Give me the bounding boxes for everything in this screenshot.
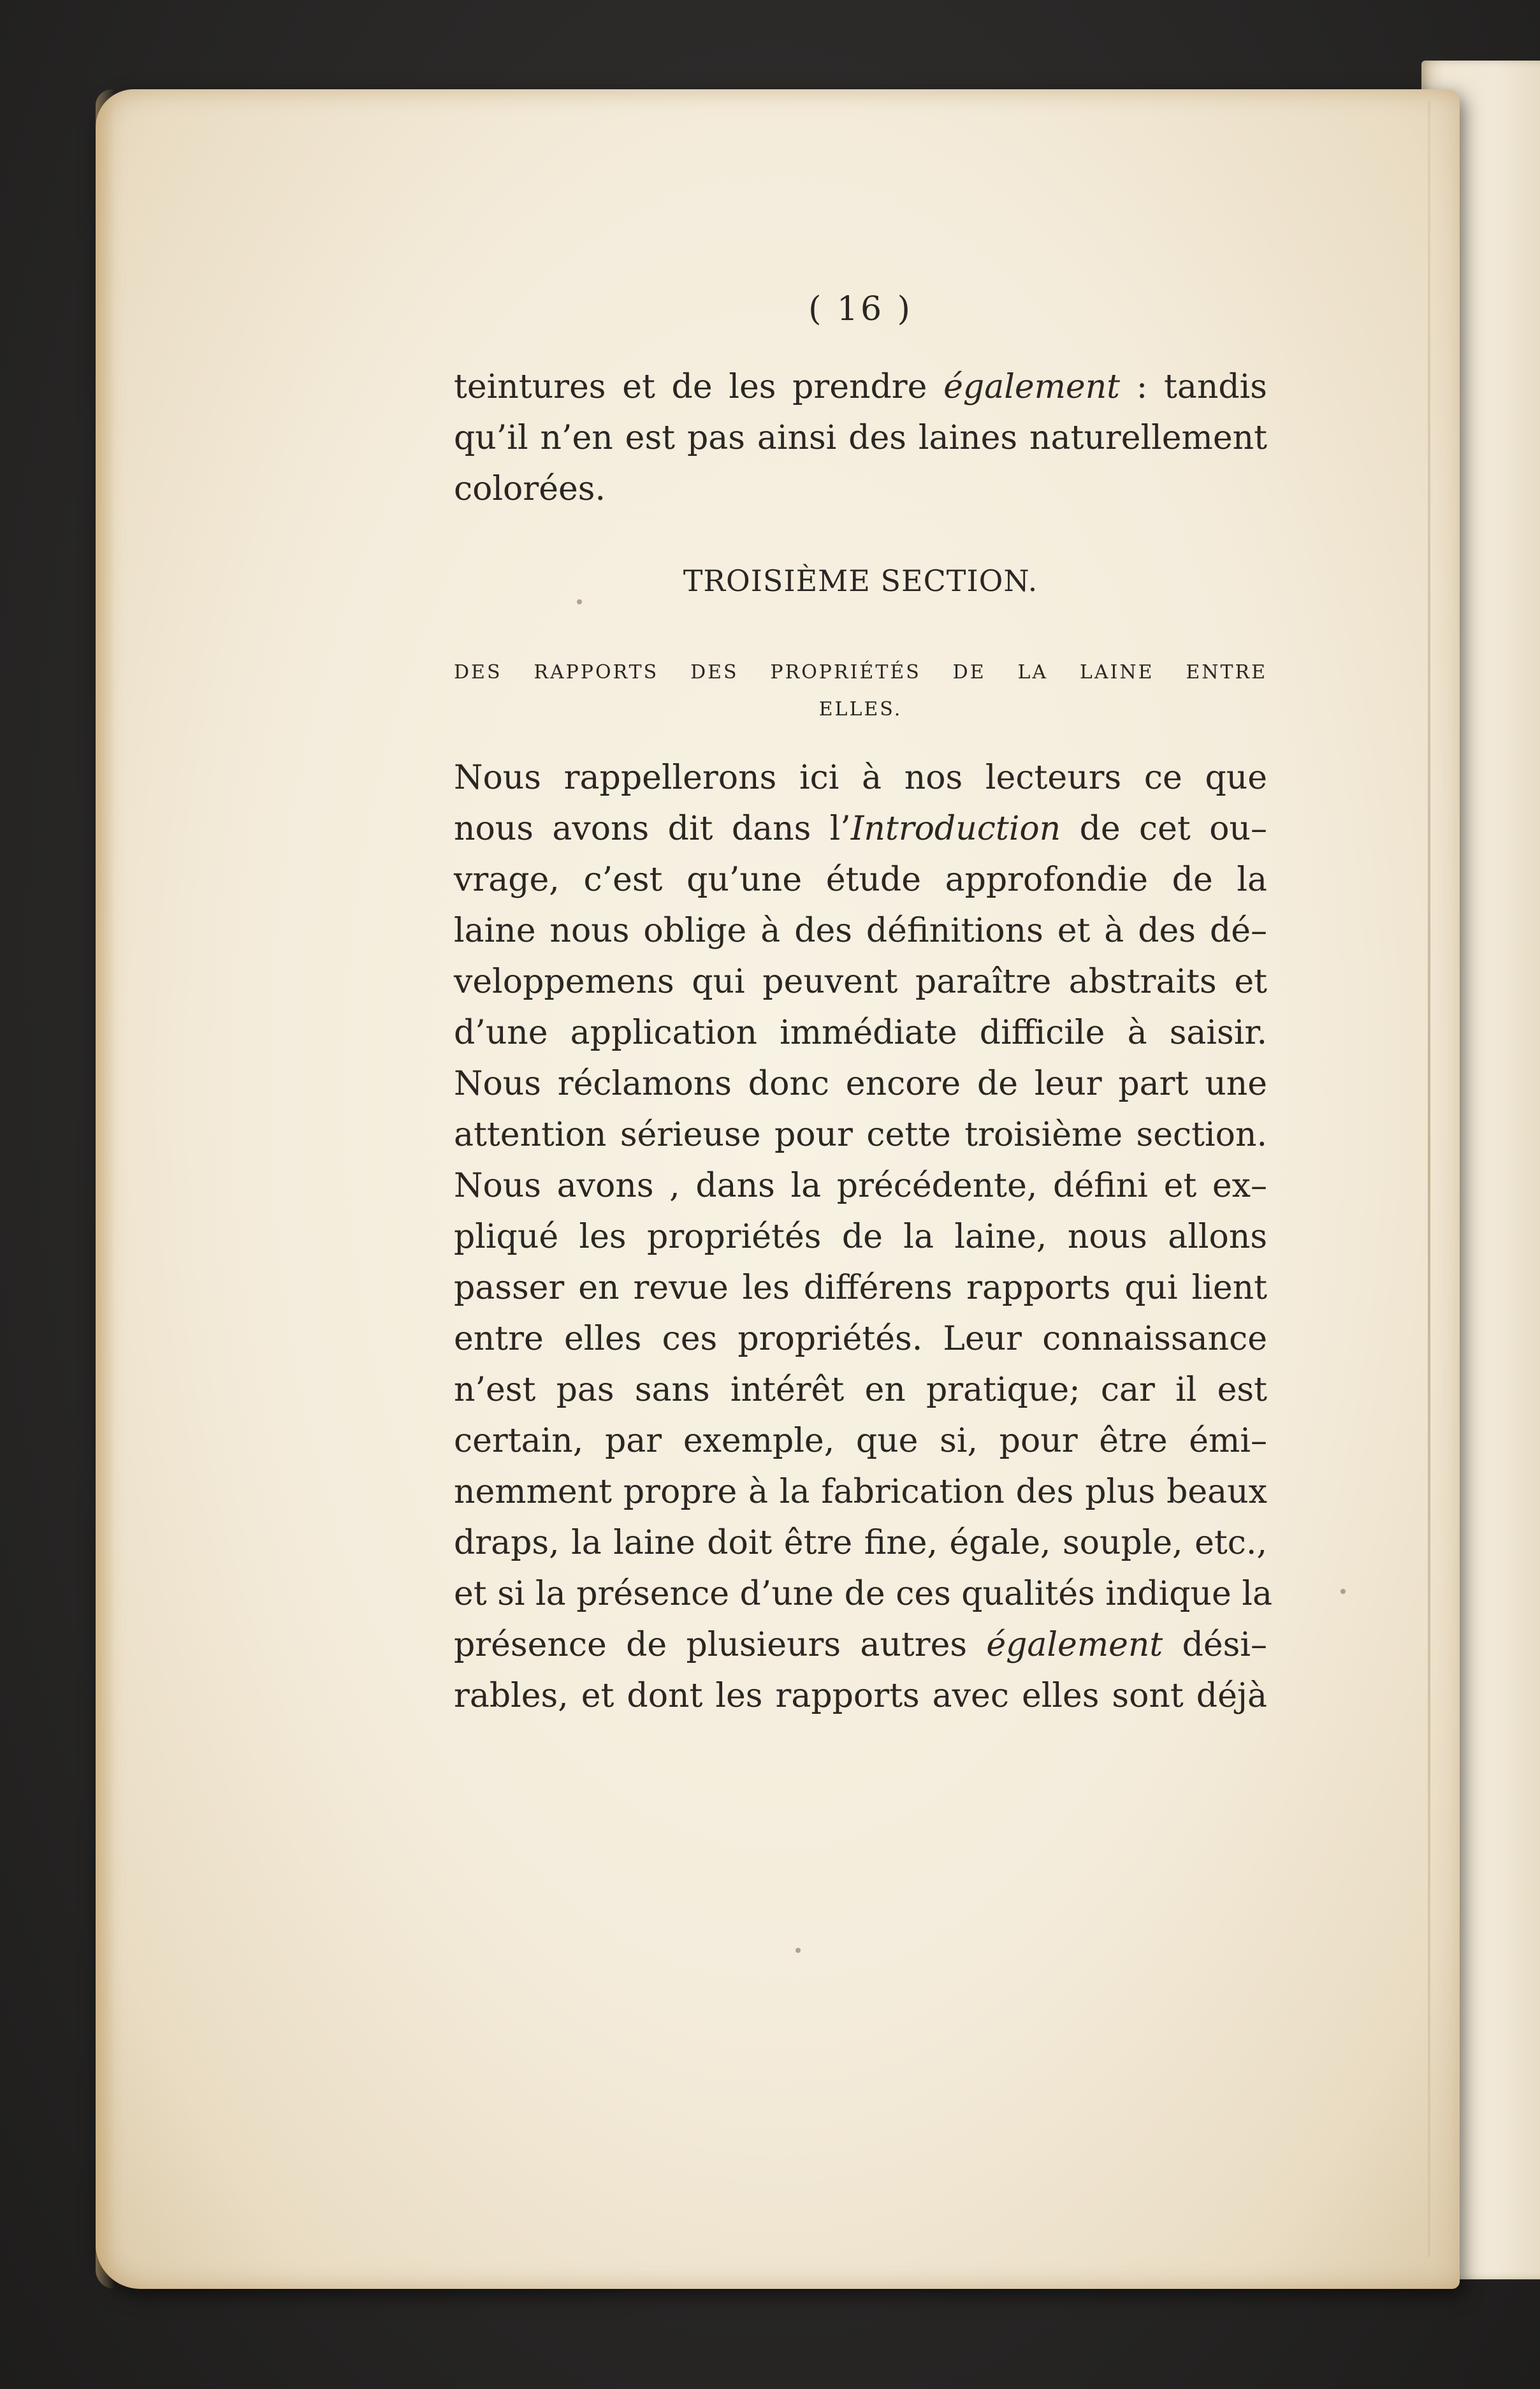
continuation-line-2: qu’il n’en est pas ainsi des laines naturellement [454, 419, 1267, 457]
paragraph-line: rables, et dont les rapports avec elles sont déjà [454, 1677, 1267, 1715]
paragraph-line: nemment propre à la fabrication des plus beaux [454, 1473, 1267, 1511]
paragraph-line: d’une application immédiate difficile à saisir. [454, 1014, 1267, 1052]
paper-speck [795, 1948, 801, 1953]
paragraph-line: vrage, c’est qu’une étude approfondie de la [454, 861, 1267, 899]
paragraph-line: pliqué les propriétés de la laine, nous allons [454, 1218, 1267, 1256]
section-subtitle-line-1: DES RAPPORTS DES PROPRIÉTÉS DE LA LAINE ENTRE [454, 661, 1267, 683]
section-subtitle-line-2: ELLES. [818, 698, 903, 720]
continuation-line-1: teintures et de les prendre également : tandis [454, 368, 1267, 406]
paragraph-line: certain, par exemple, que si, pour être émi– [454, 1422, 1267, 1460]
continuation-line-3: colorées. [454, 470, 606, 508]
paragraph-line: entre elles ces propriétés. Leur connaissance [454, 1320, 1267, 1358]
paragraph-line: draps, la laine doit être fine, égale, souple, etc., [454, 1524, 1267, 1562]
paragraph-line: nous avons dit dans l’Introduction de cet ou– [454, 810, 1267, 848]
paragraph-line: veloppemens qui peuvent paraître abstraits et [454, 963, 1267, 1001]
paper-speck [1340, 1589, 1346, 1594]
page-left-edge-shading [96, 89, 115, 2289]
paragraph-line: et si la présence d’une de ces qualités indique la [454, 1575, 1272, 1613]
page-number: ( 16 ) [808, 290, 913, 328]
paragraph-line: laine nous oblige à des définitions et à des dé– [454, 912, 1267, 950]
paragraph-line: Nous réclamons donc encore de leur part une [454, 1065, 1267, 1103]
paragraph-line: présence de plusieurs autres également dési– [454, 1626, 1267, 1664]
section-title: TROISIÈME SECTION. [683, 564, 1038, 598]
paragraph-line: passer en revue les différens rapports qui lient [454, 1269, 1267, 1307]
paragraph-line: Nous rappellerons ici à nos lecteurs ce que [454, 759, 1267, 797]
paragraph-line: attention sérieuse pour cette troisième section. [454, 1116, 1267, 1154]
paper-speck [577, 599, 582, 604]
page-gutter-line [1428, 102, 1430, 2257]
paragraph-line: Nous avons , dans la précédente, défini et ex– [454, 1167, 1267, 1205]
paragraph-line: n’est pas sans intérêt en pratique; car il est [454, 1371, 1267, 1409]
